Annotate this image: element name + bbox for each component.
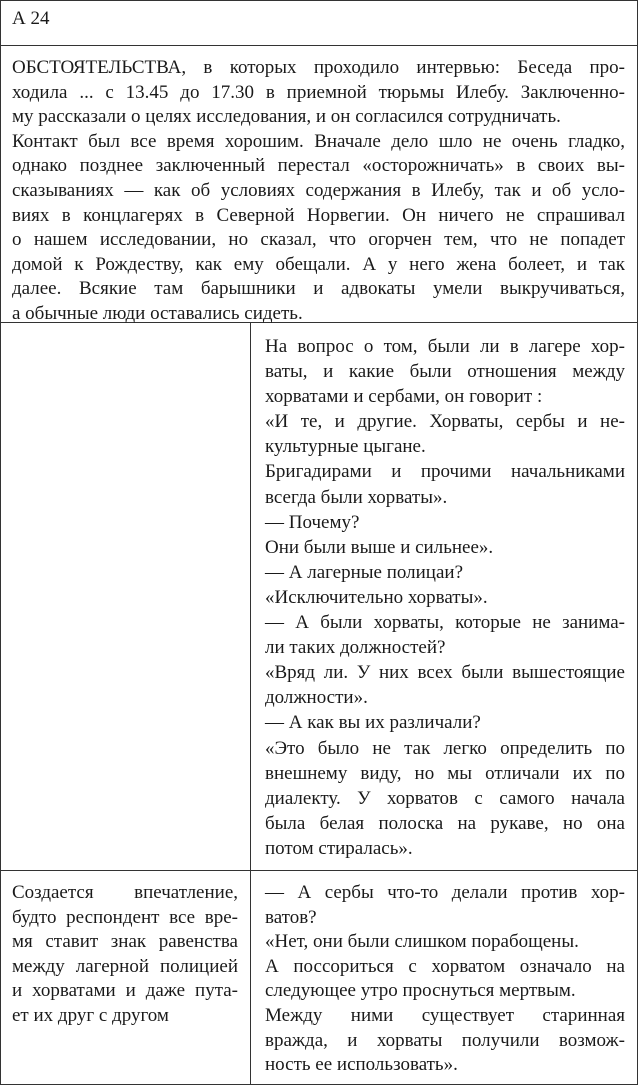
circumstances-paragraph [12, 56, 625, 327]
interview-transcript [265, 881, 625, 1078]
text-line: ваты, и какие были отношения между [265, 361, 625, 383]
text-line: Контакт был все время хорошим. Вначале дело шло не очень гладко, [12, 130, 625, 152]
interview-transcript [265, 334, 625, 861]
text-line: между лагерной полицией [12, 955, 238, 977]
text-line: ходила ... с 13.45 до 17.30 в приемной тюрьмы Илебу. Заключенно- [12, 81, 625, 103]
text-line: ОБСТОЯТЕЛЬСТВА, в которых проходило интервью: Беседа про- [12, 57, 625, 78]
interviewer-comment [12, 881, 238, 1029]
text-line: му рассказали о целях исследования, и он согласился сотрудничать. [12, 106, 561, 128]
text-line: «Это было не так легко определить по [265, 737, 625, 759]
text-line: «И те, и другие. Хорваты, сербы и не- [265, 411, 625, 433]
text-line: следующее утро проснуться мертвым. [265, 980, 576, 1002]
text-line: А поссориться с хорватом означало на [265, 955, 625, 977]
divider [0, 870, 638, 871]
text-line: Между ними существует старинная [265, 1004, 625, 1026]
text-line: домой к Рождеству, как ему обещали. А у него жена болеет, и так [12, 253, 625, 275]
text-line: о нашем исследовании, но сказал, что огорчен тем, что не попадет [12, 229, 625, 251]
text-line: хорватами и сербами, он говорит : [265, 386, 543, 408]
text-line: ность ее использовать». [265, 1054, 458, 1076]
text-line: «Вряд ли. У них всех были вышестоящие [265, 662, 625, 684]
text-line: ли таких должностей? [265, 637, 446, 659]
text-line: далее. Всякие там барышники и адвокаты умели выкручиваться, [12, 278, 625, 300]
text-line: вражда, и хорваты получили возмож- [265, 1029, 625, 1051]
text-line: ватов? [265, 906, 317, 928]
text-line: диалекту. У хорватов с самого начала [265, 787, 625, 809]
divider [0, 45, 638, 46]
text-line: была белая полоска на рукаве, но она [265, 812, 625, 834]
text-line: и хорватами и даже пута- [12, 980, 238, 1002]
text-line: культурные цыгане. [265, 436, 426, 458]
column-divider [250, 322, 251, 1085]
text-line: всегда были хорваты». [265, 486, 448, 508]
text-line: мя ставит знак равенства [12, 931, 238, 953]
text-line: Бригадирами и прочими начальниками [265, 461, 625, 483]
text-line: — А как вы их различали? [265, 712, 481, 734]
text-line: виях в концлагерях в Северной Норвегии. Он ничего не спрашивал [12, 204, 625, 226]
text-line: На вопрос о том, были ли в лагере хор- [265, 336, 625, 357]
record-code: А 24 [12, 8, 50, 29]
text-line: ет их друг с другом [12, 1004, 169, 1026]
text-line: Создается впечатление, [12, 882, 238, 903]
text-line: а обычные люди оставались сидеть. [12, 302, 303, 324]
text-line: — Почему? [265, 511, 360, 533]
text-line: — А сербы что-то делали против хор- [265, 882, 625, 903]
text-line: однако позднее заключенный перестал «осторожничать» в своих вы- [12, 155, 625, 177]
text-line: «Нет, они были слишком порабощены. [265, 931, 579, 953]
text-line: — А лагерные полицаи? [265, 561, 463, 583]
text-line: должности». [265, 687, 368, 709]
text-line: сказываниях — как об условиях содержания в Илебу, так и об усло- [12, 179, 625, 201]
text-line: «Исключительно хорваты». [265, 586, 488, 608]
text-line: внешнему виду, но мы отличали их по [265, 762, 625, 784]
text-line: потом стиралась». [265, 837, 413, 859]
text-line: Они были выше и сильнее». [265, 536, 494, 558]
text-line: — А были хорваты, которые не занима- [265, 612, 625, 634]
text-line: будто респондент все вре- [12, 906, 238, 928]
